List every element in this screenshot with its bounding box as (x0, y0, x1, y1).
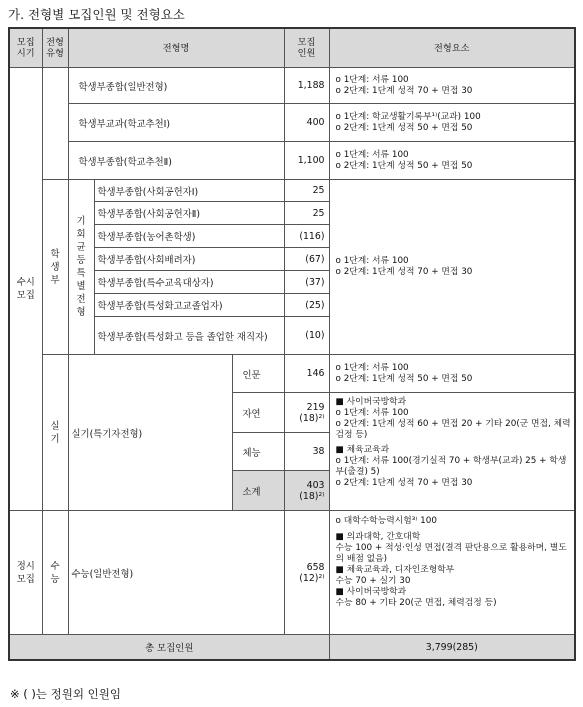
silgi-inmun-label: 인문 (232, 355, 284, 393)
row-name: 학생부종합(특성화고 등을 졸업한 재직자) (94, 317, 284, 355)
row-quota: (25) (284, 294, 329, 317)
jeongsi-factors: o 대학수학능력시험³⁾ 100 ■ 의과대학, 간호대학 수능 100 + 적성·인성 면접(결격 판단용으로 활용하며, 별도의 배점 없음) ■ 체육교육과, 디자인조형학부 수능 70 + 실기 30 ■ 사이버국방학과 수능 80 + 기타 20(군 면접, 체력검정 등) (329, 511, 575, 635)
period-susi: 수시 모집 (9, 68, 42, 511)
type-suneung: 수 능 (42, 511, 68, 635)
row-quota: 1,188 (284, 68, 329, 104)
footnote: ※ ( )는 정원외 인원임 (10, 687, 121, 701)
row-name: 학생부종합(사회공헌자Ⅱ) (94, 202, 284, 225)
table-row (9, 180, 575, 202)
header-factors: 전형요소 (329, 28, 575, 68)
table-row (9, 511, 575, 635)
row-quota: 219 (18)²⁾ (284, 393, 329, 433)
row-quota: 146 (284, 355, 329, 393)
type-blank (42, 68, 68, 180)
row-name: 학생부종합(특수교육대상자) (94, 271, 284, 294)
total-label: 총 모집인원 (9, 635, 329, 661)
row-name: 학생부종합(사회배려자) (94, 248, 284, 271)
row-name: 학생부종합(사회공헌자Ⅰ) (94, 180, 284, 202)
period-jeongsi: 정시 모집 (9, 511, 42, 635)
gihoe-factors: o 1단계: 서류 100 o 2단계: 1단계 성적 70 + 면접 30 (329, 180, 575, 355)
row-factors: o 1단계: 서류 100 o 2단계: 1단계 성적 70 + 면접 30 (329, 68, 575, 104)
row-name: 학생부종합(일반전형) (68, 68, 284, 104)
admission-table (8, 27, 576, 661)
total-value: 3,799(285) (329, 635, 575, 661)
table-row (9, 104, 575, 142)
type-silgi: 실 기 (42, 355, 68, 511)
type-gihoe: 기 회 균 등 특 별 전 형 (68, 180, 94, 355)
row-quota: 400 (284, 104, 329, 142)
table-row (9, 355, 575, 393)
row-quota: 25 (284, 180, 329, 202)
row-name: 학생부종합(학교추천Ⅱ) (68, 142, 284, 180)
row-quota: (10) (284, 317, 329, 355)
row-quota: (116) (284, 225, 329, 248)
row-name: 학생부종합(특성화고교졸업자) (94, 294, 284, 317)
row-quota: 25 (284, 202, 329, 225)
table-row (9, 68, 575, 104)
row-factors: o 1단계: 서류 100 o 2단계: 1단계 성적 50 + 면접 50 (329, 355, 575, 393)
type-hakseangbu: 학 생 부 (42, 180, 68, 355)
silgi-cheneung-label: 체능 (232, 433, 284, 471)
jeongsi-name: 수능(일반전형) (68, 511, 284, 635)
header-quota: 모집 인원 (284, 28, 329, 68)
total-row (9, 635, 575, 661)
row-quota: 658 (12)²⁾ (284, 511, 329, 635)
row-factors: o 1단계: 서류 100 o 2단계: 1단계 성적 50 + 면접 50 (329, 142, 575, 180)
row-quota: 38 (284, 433, 329, 471)
row-quota: (67) (284, 248, 329, 271)
table-row (9, 142, 575, 180)
header-row (9, 28, 575, 68)
header-type: 전형 유형 (42, 28, 68, 68)
header-name: 전형명 (68, 28, 284, 68)
silgi-sogye-label: 소계 (232, 471, 284, 511)
silgi-jayeon-label: 자연 (232, 393, 284, 433)
row-name: 학생부종합(농어촌학생) (94, 225, 284, 248)
row-quota: (37) (284, 271, 329, 294)
page-title: 가. 전형별 모집인원 및 전형요소 (8, 7, 185, 22)
header-period: 모집 시기 (9, 28, 42, 68)
row-name: 학생부교과(학교추천Ⅰ) (68, 104, 284, 142)
row-quota: 403 (18)²⁾ (284, 471, 329, 511)
silgi-factors: ■ 사이버국방학과 o 1단계: 서류 100 o 2단계: 1단계 성적 60 + 면접 20 + 기타 20(군 면접, 체력검정 등) ■ 체육교육과 o 1단계: 서류 100(경기실적 70 + 학생부(교과) 25 + 학생부(출결) 5) o 2단계: 1단계 성적 70 + 면접 30 (329, 393, 575, 511)
row-factors: o 1단계: 학교생활기록부¹⁾(교과) 100 o 2단계: 1단계 성적 50 + 면접 50 (329, 104, 575, 142)
silgi-name: 실기(특기자전형) (68, 355, 232, 511)
row-quota: 1,100 (284, 142, 329, 180)
